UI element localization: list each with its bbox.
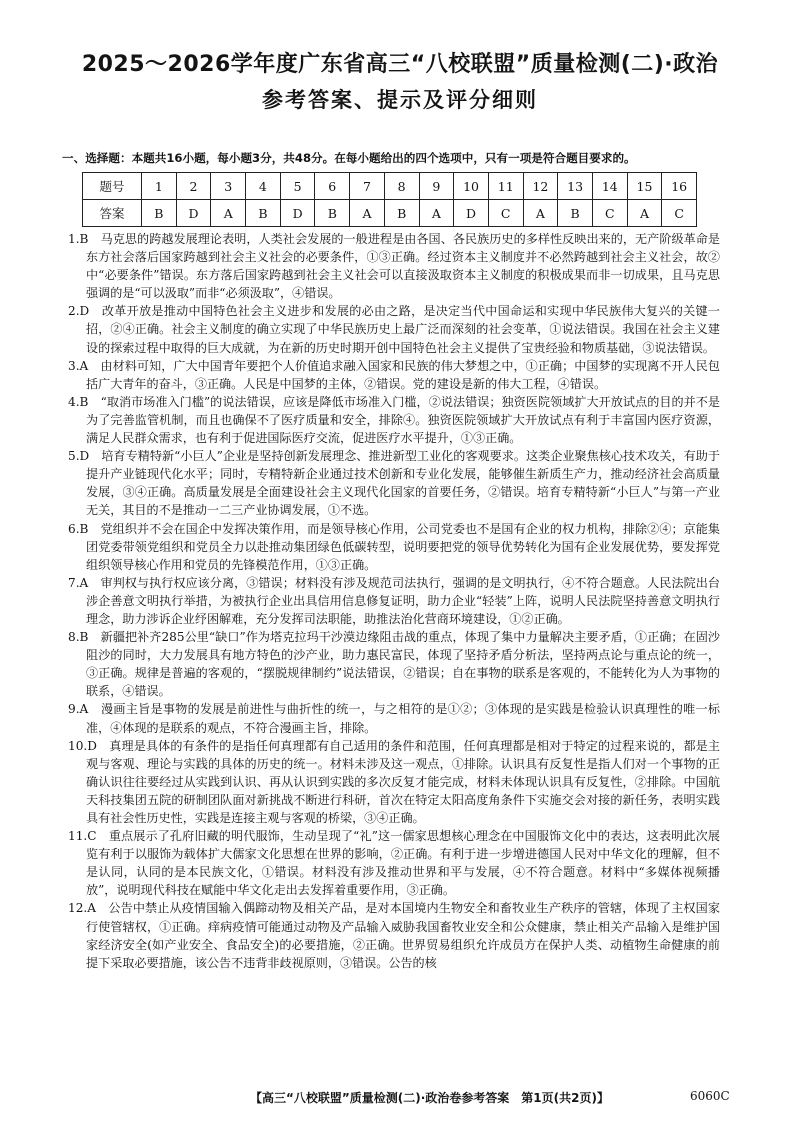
section-heading: 一、选择题：本题共16小题，每小题3分，共48分。在每小题给出的四个选项中，只有一项是符合题目要求的。	[62, 151, 636, 165]
question-number-cell: 15	[627, 173, 662, 200]
answer-cell: B	[384, 200, 419, 227]
page-subtitle: 参考答案、提示及评分细则	[262, 88, 538, 112]
explanation-5: 5.D 培育专精特新“小巨人”企业是坚持创新发展理念、推进新型工业化的客观要求。这类企业聚焦核心技术攻关，有助于提升产业链现代化水平；同时，专精特新企业通过技术创新和专业化发展，能够催生新质生产力，推动经济社会高质量发展，③④正确。高质量发展是全面建设社会主义现代化国家的首要任务，②错误。培育专精特新“小巨人”与第一产业无关，其目的不是推动一二三产业协调发展，①不选。	[68, 449, 720, 518]
answer-cell: C	[662, 200, 697, 227]
question-number-cell: 11	[488, 173, 523, 200]
answer-cell: D	[454, 200, 489, 227]
answer-cell: A	[419, 200, 454, 227]
answer-cell: B	[558, 200, 593, 227]
row-label-answer: 答案	[83, 200, 142, 227]
explanation-6: 6.B 党组织并不会在国企中发挥决策作用，而是领导核心作用，公司党委也不是国有企业的权力机构，排除②④；京能集团党委带领党组织和党员全力以赴推动集团绿色低碳转型，说明要把党的领导优势转化为国有企业发展优势，要发挥党组织领导核心作用和党员的先锋模范作用，①③正确。	[68, 521, 720, 572]
answer-cell: A	[523, 200, 558, 227]
answer-cell: B	[246, 200, 281, 227]
answer-table	[82, 172, 697, 227]
answer-row	[83, 200, 697, 227]
explanation-12: 12.A 公告中禁止从疫情国输入偶蹄动物及相关产品，是对本国境内生物安全和畜牧业生产秩序的管辖，体现了主权国家行使管辖权，①正确。痒病疫情可能通过动物及产品输入威胁我国畜牧业安全和公众健康，禁止相关产品输入是维护国家经济安全(如产业安全、食品安全)的必要措施，②正确。世界贸易组织允许成员方在保护人类、动植物生命健康的前提下采取必要措施，该公告不违背非歧视原则，③错误。公告的核	[68, 901, 720, 970]
explanation-4: 4.B “取消市场准入门槛”的说法错误，应该是降低市场准入门槛，②说法错误；独资医院领域扩大开放试点的目的并不是为了完善监管机制，而且也确保不了医疗质量和安全，排除④。独资医院领域扩大开放试点有利于丰富国内医疗资源，满足人民群众需求，也有利于促进国际医疗交流，促进医疗水平提升，①③正确。	[68, 394, 720, 446]
answer-cell: A	[350, 200, 385, 227]
answer-cell: B	[315, 200, 350, 227]
question-number-cell: 7	[350, 173, 385, 200]
explanations	[68, 230, 720, 972]
question-number-cell: 9	[419, 173, 454, 200]
question-number-cell: 5	[280, 173, 315, 200]
question-number-cell: 1	[142, 173, 177, 200]
explanation-10: 10.D 真理是具体的有条件的是指任何真理都有自己适用的条件和范围，任何真理都是相对于特定的过程来说的，都是主观与客观、理论与实践的具体的历史的统一。材料未涉及这一观点，①排除。认识具有反复性是指人们对一个事物的正确认识往往要经过从实践到认识、再从认识到实践的多次反复才能完成，材料未体现认识具有反复性，②排除。中国航天科技集团五院的研制团队面对新挑战不断进行科研，首次在特定太阳高度角条件下实施交会对接的新任务，表明实践具有社会性历史性，实践是连接主观与客观的桥梁，③④正确。	[68, 738, 720, 825]
explanation-3: 3.A 由材料可知，广大中国青年要把个人价值追求融入国家和民族的伟大梦想之中，①正确；中国梦的实现离不开人民包括广大青年的奋斗，③正确。人民是中国梦的主体，②错误。党的建设是新的伟大工程，④错误。	[68, 358, 720, 391]
question-number-cell: 12	[523, 173, 558, 200]
explanation-8: 8.B 新疆把补齐285公里“缺口”作为塔克拉玛干沙漠边缘阻击战的重点，体现了集中力量解决主要矛盾，①正确；在固沙阻沙的同时，大力发展具有地方特色的沙产业，助力惠民富民，体现了坚持矛盾分析法，坚持两点论与重点论的统一，③正确。规律是普遍的客观的，“摆脱规律制约”说法错误，②错误；自在事物的联系是客观的，不能转化为人为事物的联系，④错误。	[68, 630, 720, 699]
footer-text: 【高三“八校联盟”质量检测(二)·政治卷参考答案 第1页(共2页)】	[250, 1091, 609, 1105]
explanation-9: 9.A 漫画主旨是事物的发展是前进性与曲折性的统一，与之相符的是①②；③体现的是实践是检验认识真理性的唯一标准，④体现的是联系的观点，不符合漫画主旨，排除。	[68, 702, 720, 735]
footer-code: 6060C	[690, 1089, 730, 1103]
answer-cell: B	[142, 200, 177, 227]
explanation-11: 11.C 重点展示了孔府旧藏的明代服饰，生动呈现了“礼”这一儒家思想核心理念在中国服饰文化中的表达，这表明此次展览有利于以服饰为载体扩大儒家文化思想在世界的影响，②正确。有利于进一步增进德国人民对中华文化的理解，但不是认同，认同的是本民族文化，①错误。材料没有涉及推动世界和平与发展，④不符合题意。材料中“多媒体视频播放”，说明现代科技在赋能中华文化走出去发挥着重要作用，③正确。	[68, 829, 720, 898]
question-number-cell: 3	[211, 173, 246, 200]
question-number-cell: 16	[662, 173, 697, 200]
explanation-2: 2.D 改革开放是推动中国特色社会主义进步和发展的必由之路，是决定当代中国命运和实现中华民族伟大复兴的关键一招，②④正确。社会主义制度的确立实现了中华民族历史上最广泛而深刻的社会变革，①说法错误。我国在社会主义建设的探索过程中取得的巨大成就，为在新的历史时期开创中国特色社会主义提供了宝贵经验和物质基础，③说法错误。	[68, 304, 720, 355]
page-title: 2025～2026学年度广东省高三“八校联盟”质量检测(二)·政治	[81, 52, 719, 77]
answer-cell: A	[627, 200, 662, 227]
page-footer	[0, 1087, 800, 1109]
answer-cell: D	[176, 200, 211, 227]
answer-cell: C	[592, 200, 627, 227]
question-number-row	[83, 173, 697, 200]
question-number-cell: 2	[176, 173, 211, 200]
question-number-cell: 13	[558, 173, 593, 200]
explanation-1: 1.B 马克思的跨越发展理论表明，人类社会发展的一般进程是由各国、各民族历史的多样性反映出来的，无产阶级革命是东方社会落后国家跨越到社会主义社会的必要条件，①③正确。经过资本主义制度并不必然跨越到社会主义社会，故②中“必要条件”错误。东方落后国家跨越到社会主义社会可以直接汲取资本主义制度的积极成果而非一切成果，且马克思强调的是“可以汲取”而非“必须汲取”，④错误。	[68, 232, 720, 301]
question-number-cell: 8	[384, 173, 419, 200]
answer-cell: C	[488, 200, 523, 227]
question-number-cell: 4	[246, 173, 281, 200]
row-label-number: 题号	[83, 173, 142, 200]
question-number-cell: 10	[454, 173, 489, 200]
question-number-cell: 14	[592, 173, 627, 200]
explanation-7: 7.A 审判权与执行权应该分离，③错误；材料没有涉及规范司法执行，强调的是文明执行，④不符合题意。人民法院出台涉企善意文明执行举措，为被执行企业出具信用信息修复证明，助力企业“轻装”上阵，说明人民法院坚持善意文明执行理念，助力涉诉企业纾困解难，充分发挥司法职能，助推法治化营商环境建设，①②正确。	[68, 575, 720, 626]
answer-cell: D	[280, 200, 315, 227]
question-number-cell: 6	[315, 173, 350, 200]
answer-cell: A	[211, 200, 246, 227]
